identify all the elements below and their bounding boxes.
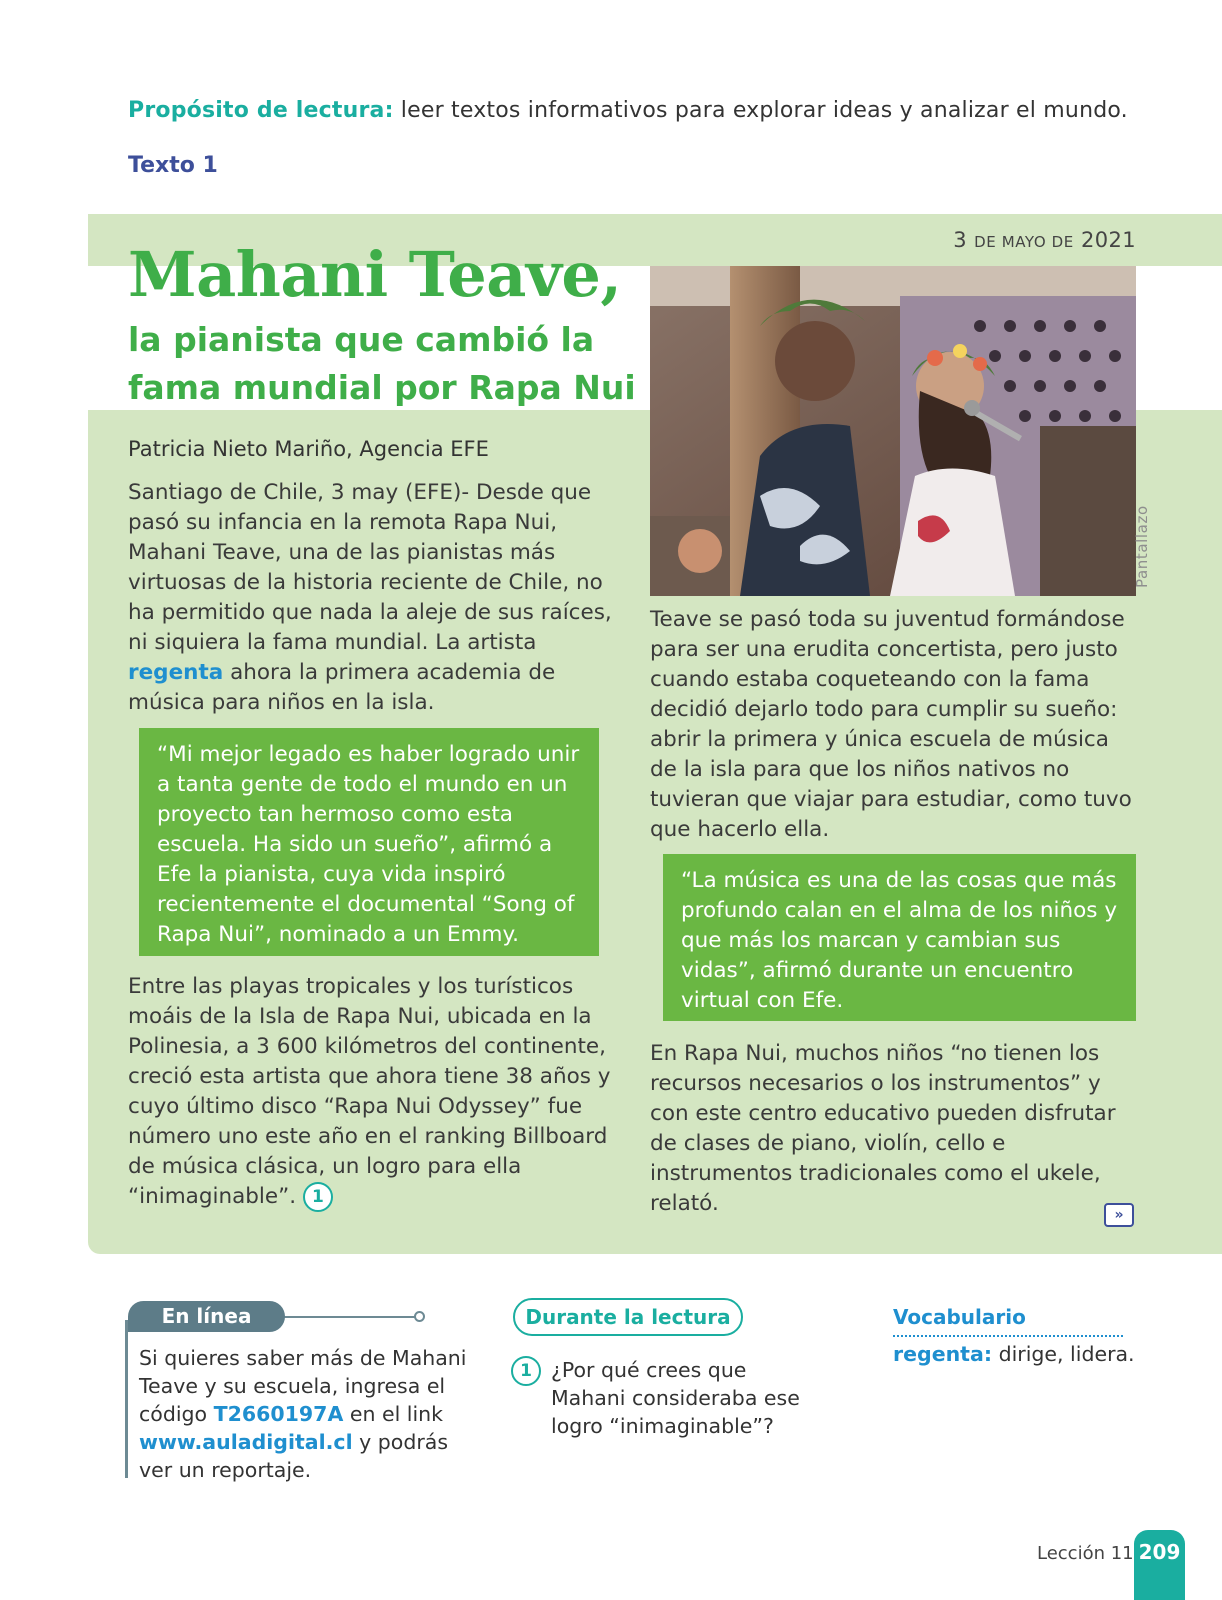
article-photo (650, 266, 1136, 596)
en-linea-text (139, 1344, 469, 1484)
date-month: DE MAYO DE (974, 233, 1074, 251)
lesson-label: Lección 11 (1037, 1543, 1134, 1564)
article-paragraph-2 (128, 972, 613, 1212)
question-marker[interactable]: 1 (303, 1182, 333, 1212)
date-day: 3 (953, 228, 968, 252)
date-year: 2021 (1080, 228, 1136, 252)
en-linea-text-2: en el link (349, 1402, 444, 1426)
auladigital-link[interactable]: www.auladigital.cl (139, 1430, 353, 1454)
vocabulary-word: regenta: (893, 1342, 993, 1366)
vocabulary-meaning: dirige, lidera. (998, 1342, 1135, 1366)
article-paragraph-4: En Rapa Nui, muchos niños “no tienen los recursos necesarios o los instrumentos” y con este centro educativo pueden disfrutar de clases de piano, violín, cello e instrumentos tradicionales como el ukele, relató. (650, 1041, 1116, 1216)
durante-la-lectura-label: Durante la lectura (513, 1298, 743, 1336)
en-linea-text-1: Si quieres saber más de Mahani Teave y su escuela, ingresa el código (139, 1346, 467, 1426)
en-linea-side-bar (125, 1320, 128, 1478)
section-label: Texto 1 (128, 153, 218, 178)
reading-purpose (128, 98, 1128, 123)
reading-purpose-text: leer textos informativos para explorar ideas y analizar el mundo. (400, 98, 1128, 123)
en-linea-text-3: y podrás ver un reportaje. (139, 1430, 449, 1482)
article-subtitle: la pianista que cambió la fama mundial por Rapa Nui (128, 320, 636, 407)
article-paragraph-1 (128, 478, 613, 718)
performance-photo-illustration (650, 266, 1136, 596)
en-linea-tab: En línea (128, 1301, 285, 1332)
vocabulary-highlight: regenta (128, 660, 224, 685)
double-chevron-right-icon[interactable]: » (1104, 1203, 1134, 1227)
article-date (953, 228, 1136, 252)
article-paragraph-3: Teave se pasó toda su juventud formándose para ser una erudita concertista, pero justo cuando estaba coqueteando con la fama decidió dejarlo todo para cumplir su sueño: abrir la primera y única escuela de música de la isla para que los niños nativos no tuvieran que viajar para estudiar, como tuvo que hacerlo ella. (650, 607, 1132, 842)
question-number: 1 (511, 1356, 541, 1386)
pull-quote-2: “La música es una de las cosas que más profundo calan en el alma de los niños y que más los marcan y cambian sus vidas”, afirmó durante un encuentro virtual con Efe. (663, 854, 1136, 1021)
pull-quote-1: “Mi mejor legado es haber logrado unir a tanta gente de todo el mundo en un proyecto tan hermoso como esta escuela. Ha sido un sueño”, afirmó a Efe la pianista, cuya vida inspiró recientemente el documental “Song of Rapa Nui”, nominado a un Emmy. (139, 728, 599, 956)
access-code: T2660197A (213, 1402, 344, 1426)
photo-credit: Pantallazo (1133, 505, 1151, 588)
paragraph-1-text-end: ahora la primera academia de música para niños en la isla. (128, 660, 556, 715)
reading-question (511, 1356, 811, 1440)
paragraph-1-text-start: Santiago de Chile, 3 may (EFE)- Desde que pasó su infancia en la remota Rapa Nui, Mahani Teave, una de las pianistas más virtuosas de la historia reciente de Chile, no ha permitido que nada la aleje de sus raíces, ni siquiera la fama mundial. La artista (128, 480, 612, 655)
en-linea-dot (414, 1311, 425, 1322)
reading-purpose-label: Propósito de lectura: (128, 98, 394, 123)
page-number: 209 (1134, 1530, 1185, 1600)
vocabulary-title: Vocabulario (893, 1305, 1123, 1337)
en-linea-connector (270, 1316, 418, 1318)
vocabulary-definition (893, 1342, 1135, 1366)
article-author: Patricia Nieto Mariño, Agencia EFE (128, 437, 489, 461)
question-text: ¿Por qué crees que Mahani consideraba ese logro “inimaginable”? (551, 1358, 800, 1438)
article-title: Mahani Teave, (128, 238, 622, 311)
paragraph-2-text: Entre las playas tropicales y los turísticos moáis de la Isla de Rapa Nui, ubicada en la Polinesia, a 3 600 kilómetros del continente, creció esta artista que ahora tiene 38 años y cuyo último disco “Rapa Nui Odyssey” fue número uno este año en el ranking Billboard de música clásica, un logro para ella “inimaginable”. (128, 974, 611, 1209)
